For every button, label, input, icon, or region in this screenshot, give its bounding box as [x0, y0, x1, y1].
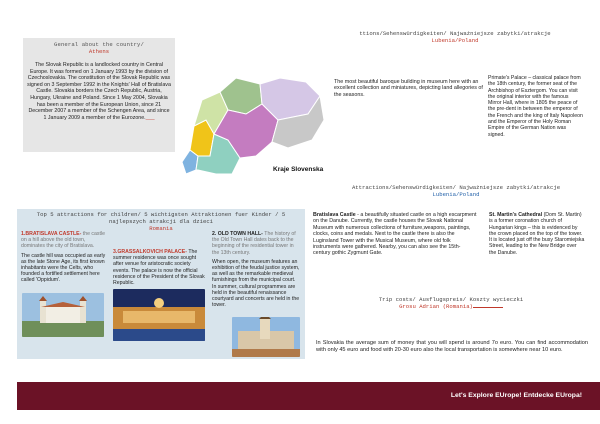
cathedral-title: St. Martin's Cathedral — [489, 212, 543, 218]
map-caption: Kraje Slovenska — [273, 166, 324, 173]
attractions-title: Attractions/Sehenswürdigkeiten/ Najważniejsze zabytki/atrakcje — [351, 184, 561, 191]
attraction-castle-column — [21, 231, 107, 284]
attraction-town-hall-body: When open, the museum features an exhibition of the feudal justice system, as well as the remarkable medieval furnishings from the municipal court. In summer, cultural programmes are held in the beautiful renaissance courtyard and concerts are held in the tower. — [212, 258, 300, 309]
attraction-castle-body: The castle hill was occupied as early as the late Stone Age, its first known inhabitants were the Celts, who founded a fortified settlement here called 'Oppidum'. — [21, 252, 106, 284]
attraction-castle-intro: the castle on a hill above the old town, dominates the city of Bratislava. — [21, 231, 105, 250]
cathedral-body: (Dom St. Martin) is a former coronation church of Hungarian kings – this is evidenced by the crown placed on the top of the tower. It is located just off the busy Staromiejska Street, leading to the New Bridge over the Danube. — [489, 212, 585, 256]
attractions-subtitle: Lubenia/Poland — [432, 191, 480, 198]
attraction-palace-body: The summer residence was once sought after venue for aristocratic society events. The palace is now the official residence of the President of the Slovak Republic. — [113, 249, 205, 287]
baroque-building-text: The most beautiful baroque building in museum here with an excellent collection and miniatures, depicting land allegories of the seasons. — [334, 79, 483, 98]
primates-palace-text: Primate's Palace – classical palace from the 18th century, the former seat of the Archbishop of Esztergom. You can visit the original interior with the famous Mirror Hall, where in 1805 the peace of the pre-dent in between the emperor of the French and the king of Italy Napoleon and the Emperor of the Holy Roman Empire of the German Nation was signed. — [488, 75, 583, 138]
country-info-subtitle: Athens — [88, 48, 110, 55]
attraction-castle-title: 1.BRATISLAVA CASTLE- — [21, 231, 82, 237]
bratislava-castle-text — [313, 212, 477, 257]
tourist-attractions-header — [325, 30, 585, 44]
palace-photo — [113, 289, 205, 341]
trip-costs-header — [336, 296, 566, 310]
top5-attractions-panel — [17, 209, 305, 359]
trip-costs-title: Trip costs/ Ausflugspreis/ Koszty wycieczki — [378, 296, 524, 303]
attraction-town-hall-intro: The history of the Old Town Hall dates back to the beginning of the residential tower in the 13th century. — [212, 231, 296, 256]
country-info-panel — [23, 38, 175, 152]
bratislava-castle-body: - a beautifully situated castle on a high escarpment on the Danube. Currently, the castle houses the Slovak National Museum with numerous collections of furniture,weapons, paintings, clocks, coins and medals. Next to the castle there is also the Luginsland Tower with the Musical Museum, where old folk instruments were gathered. Nearby, you can also see the 15th-century gothic Zygmunt Gate. — [313, 212, 477, 257]
trip-costs-author: Grosu Adrian (Romania) — [336, 303, 566, 310]
attraction-town-hall-title: 2. OLD TOWN HALL- — [212, 231, 263, 237]
attractions-header — [322, 184, 590, 198]
tourist-attractions-title: ttions/Sehenswürdigkeiten/ Najważniejsze zabytki/atrakcje — [359, 30, 551, 37]
tourist-attractions-subtitle: Lubenia/Poland — [431, 37, 479, 44]
old-town-photo — [232, 317, 300, 357]
bratislava-castle-title: Bratislava Castle — [313, 212, 356, 218]
top5-heading: Top 5 attractions for children/ 5 wichtigsten Attraktionen fuer Kinder / 5 najlepszych atrakcji dla dzieci — [36, 211, 286, 225]
top5-country: Romania — [149, 225, 173, 232]
attraction-town-hall-column — [212, 231, 300, 308]
attraction-palace-title: 3.GRASSALKOVICH PALACE- — [113, 249, 187, 255]
footer-banner: Let's Explore EUrope! Entdecke EUropa! — [17, 382, 600, 410]
end-mark: ___ — [145, 114, 155, 121]
cathedral-text — [489, 212, 585, 256]
attraction-palace-column — [113, 249, 207, 286]
castle-photo — [22, 293, 104, 337]
money-text: In Slovakia the average sum of money that you will spend is around 7o euro. You can find accommodation with only 45 euro and food with 20-30 euro also the local transportation is somewhere near 10 euro. — [316, 340, 588, 354]
country-info-body: The Slovak Republic is a landlocked country in Central Europe. It was formed on 1 January 1993 by the division of Czechoslovakia. The constitution of the Slovak Republic was signed on 3 September 1992 in the Knights' Hall of Bratislava Castle. Slovakia borders the Czech Republic, Austria, Hungary, Ukraine and Poland. Since 1 May 2004, Slovakia has been a member of the European Union, since 21 December 2007 a member of the Schengen Area, and since 1 January 2009 a member of the Eurozone.___ — [27, 62, 171, 121]
country-info-title: General about the country/ — [54, 41, 144, 48]
author-underline — [473, 307, 503, 308]
